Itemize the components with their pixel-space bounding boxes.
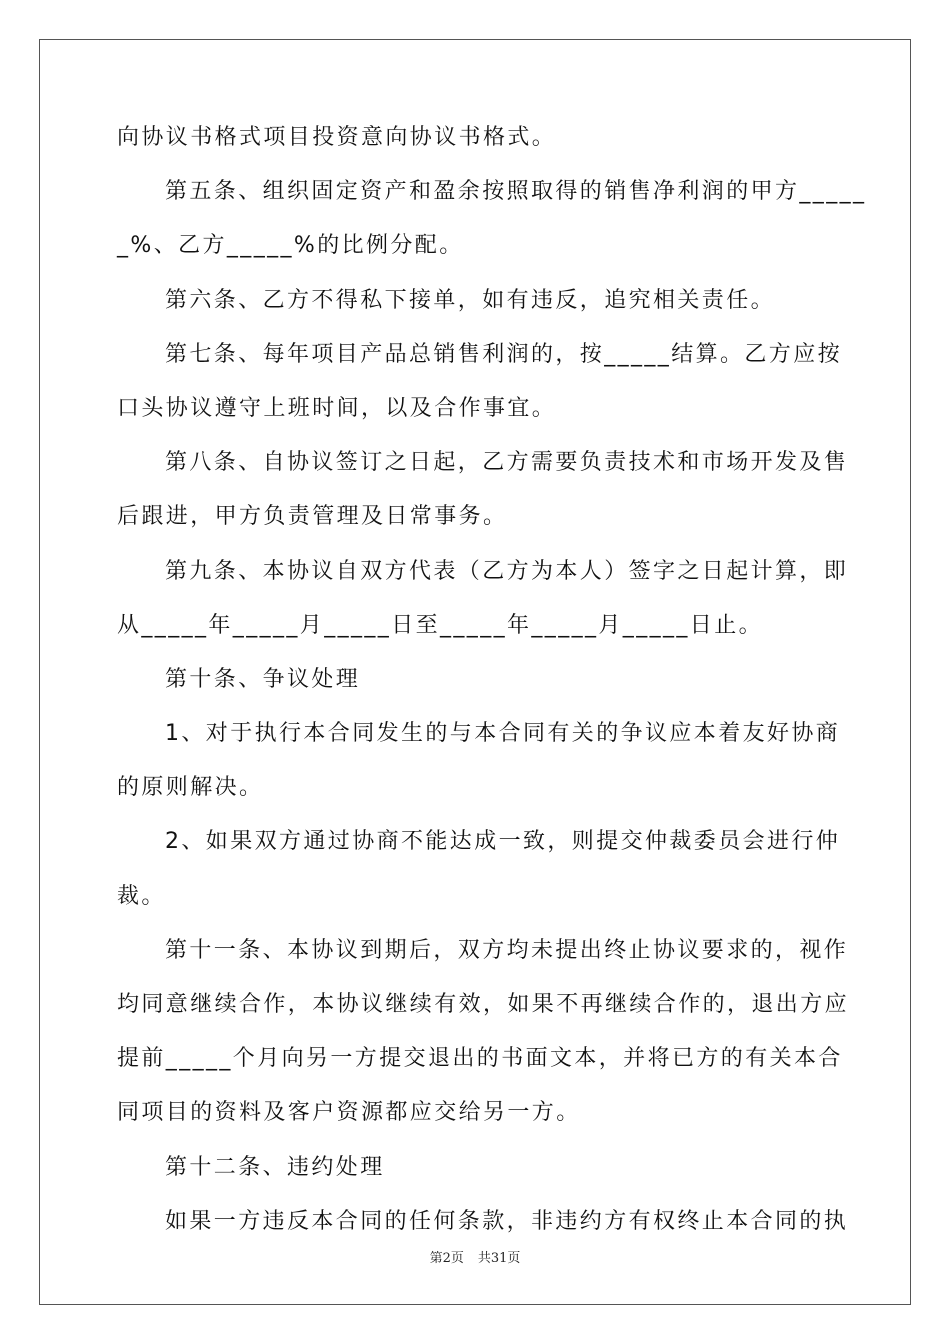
text-line: 的原则解决。 bbox=[117, 775, 264, 801]
text-line: 第十一条、本协议到期后，双方均未提出终止协议要求的，视作 bbox=[165, 937, 849, 963]
text-line: 第五条、组织固定资产和盈余按照取得的销售净利润的甲方_____ bbox=[165, 179, 867, 205]
page-footer bbox=[0, 1247, 950, 1266]
text-line: 2、如果双方通过协商不能达成一致，则提交仲裁委员会进行仲 bbox=[165, 829, 841, 855]
text-line: 同项目的资料及客户资源都应交给另一方。 bbox=[117, 1100, 581, 1126]
text-line: 从_____年_____月_____日至_____年_____月_____日止。 bbox=[117, 612, 764, 638]
page-total: 共31页 bbox=[477, 1251, 521, 1266]
text-line: 如果一方违反本合同的任何条款，非违约方有权终止本合同的执 bbox=[165, 1208, 849, 1234]
text-line: 提前_____个月向另一方提交退出的书面文本，并将已方的有关本合 bbox=[117, 1046, 843, 1072]
text-line: 后跟进，甲方负责管理及日常事务。 bbox=[117, 504, 508, 530]
section-heading: 第十条、争议处理 bbox=[165, 666, 361, 692]
document-body bbox=[117, 123, 867, 1261]
text-line: 第七条、每年项目产品总销售利润的，按_____结算。乙方应按 bbox=[165, 341, 843, 367]
text-line: 第九条、本协议自双方代表（乙方为本人）签字之日起计算，即 bbox=[165, 558, 849, 584]
text-line: 向协议书格式项目投资意向协议书格式。 bbox=[117, 125, 557, 150]
text-line: 第八条、自协议签订之日起，乙方需要负责技术和市场开发及售 bbox=[165, 450, 849, 476]
text-line: 口头协议遵守上班时间，以及合作事宜。 bbox=[117, 395, 557, 421]
text-line: _%、乙方_____%的比例分配。 bbox=[117, 233, 464, 259]
text-line: 均同意继续合作，本协议继续有效，如果不再继续合作的，退出方应 bbox=[117, 992, 850, 1017]
text-line: 1、对于执行本合同发生的与本合同有关的争议应本着友好协商 bbox=[165, 721, 841, 747]
text-line: 第六条、乙方不得私下接单，如有违反，追究相关责任。 bbox=[165, 287, 776, 313]
text-line: 裁。 bbox=[117, 883, 166, 909]
page-number: 第2页 bbox=[429, 1251, 464, 1266]
section-heading: 第十二条、违约处理 bbox=[165, 1154, 385, 1180]
